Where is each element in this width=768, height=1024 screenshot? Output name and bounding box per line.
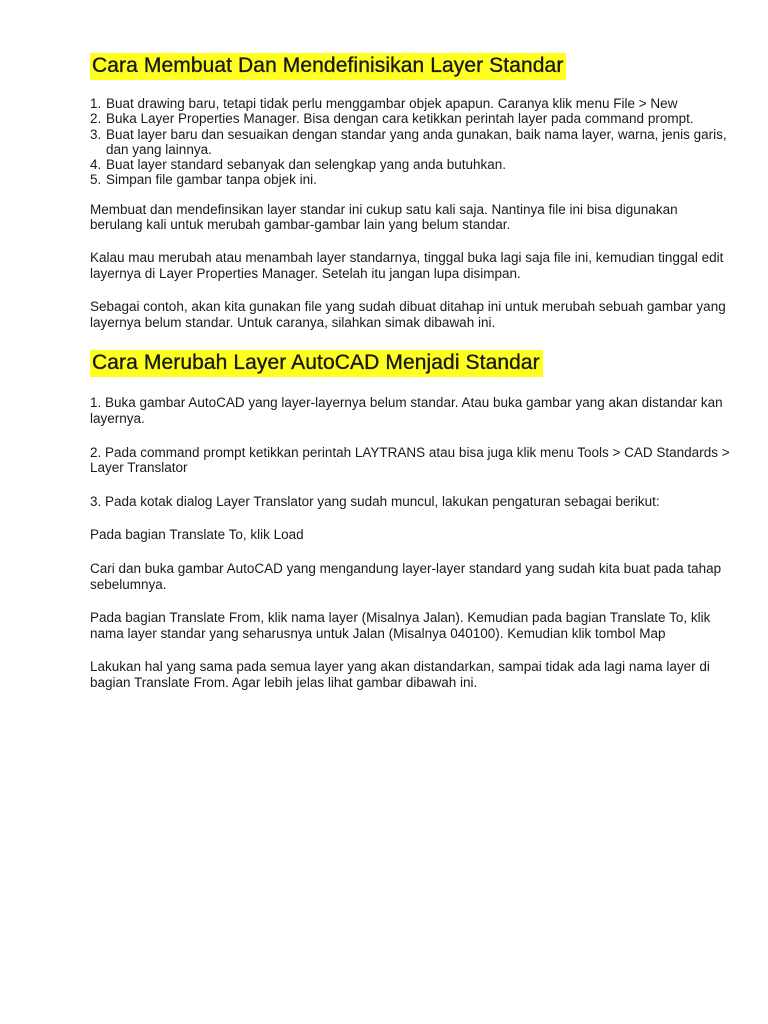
paragraph: Sebagai contoh, akan kita gunakan file yang sudah dibuat ditahap ini untuk merubah sebuah gambar yang layernya belum standar. Untuk caranya, silahkan simak dibawah ini.: [90, 299, 726, 330]
paragraph: Cari dan buka gambar AutoCAD yang mengandung layer-layer standard yang sudah kita buat pada tahap sebelumnya.: [90, 560, 722, 592]
list-item-text: Buat layer baru dan sesuaikan dengan standar yang anda gunakan, baik nama layer, warna, jenis garis, dan yang lainnya.: [106, 126, 727, 157]
list-item-number: 2.: [90, 111, 102, 127]
list-item: [90, 111, 730, 126]
paragraph: Lakukan hal yang sama pada semua layer yang akan distandarkan, sampai tidak ada lagi nama layer di bagian Translate From. Agar lebih jelas lihat gambar dibawah ini.: [90, 659, 710, 690]
list-item-text: Simpan file gambar tanpa objek ini.: [106, 172, 317, 188]
paragraph: 1. Buka gambar AutoCAD yang layer-layernya belum standar. Atau buka gambar yang akan distandar kan layernya.: [90, 395, 723, 426]
document-page: [90, 52, 730, 690]
section-1-step-list: [90, 96, 730, 188]
section-2-heading: Cara Merubah Layer AutoCAD Menjadi Standar: [90, 350, 543, 377]
list-item-number: 4.: [90, 157, 102, 173]
list-item-text: Buat layer standard sebanyak dan selengkap yang anda butuhkan.: [106, 157, 507, 173]
list-item: [90, 172, 730, 187]
paragraph: 2. Pada command prompt ketikkan perintah LAYTRANS atau bisa juga klik menu Tools > CAD Standards > Layer Translator: [90, 444, 730, 476]
section-1-heading: Cara Membuat Dan Mendefinisikan Layer Standar: [90, 53, 566, 80]
list-item: [90, 157, 730, 172]
list-item-text: Buat drawing baru, tetapi tidak perlu menggambar objek apapun. Caranya klik menu File > New: [106, 96, 678, 111]
paragraph: Pada bagian Translate From, klik nama layer (Misalnya Jalan). Kemudian pada bagian Translate To, klik nama layer standar yang seharusnya untuk Jalan (Misalnya 040100). Kemudian klik tombol Map: [90, 610, 711, 641]
paragraph: Pada bagian Translate To, klik Load: [90, 527, 304, 543]
list-item: [90, 96, 730, 111]
list-item-text: Buka Layer Properties Manager. Bisa dengan cara ketikkan perintah layer pada command prompt.: [106, 111, 694, 127]
list-item-number: 5.: [90, 172, 102, 188]
paragraph: Membuat dan mendefinsikan layer standar ini cukup satu kali saja. Nantinya file ini bisa digunakan berulang kali untuk merubah gambar-gambar lain yang belum standar.: [90, 201, 678, 233]
paragraph: 3. Pada kotak dialog Layer Translator yang sudah muncul, lakukan pengaturan sebagai berikut:: [90, 493, 660, 509]
paragraph: Kalau mau merubah atau menambah layer standarnya, tinggal buka lagi saja file ini, kemudian tinggal edit layernya di Layer Properties Manager. Setelah itu jangan lupa disimpan.: [90, 249, 724, 281]
list-item: [90, 127, 730, 158]
list-item-number: 3.: [90, 126, 102, 142]
list-item-number: 1.: [90, 96, 102, 111]
